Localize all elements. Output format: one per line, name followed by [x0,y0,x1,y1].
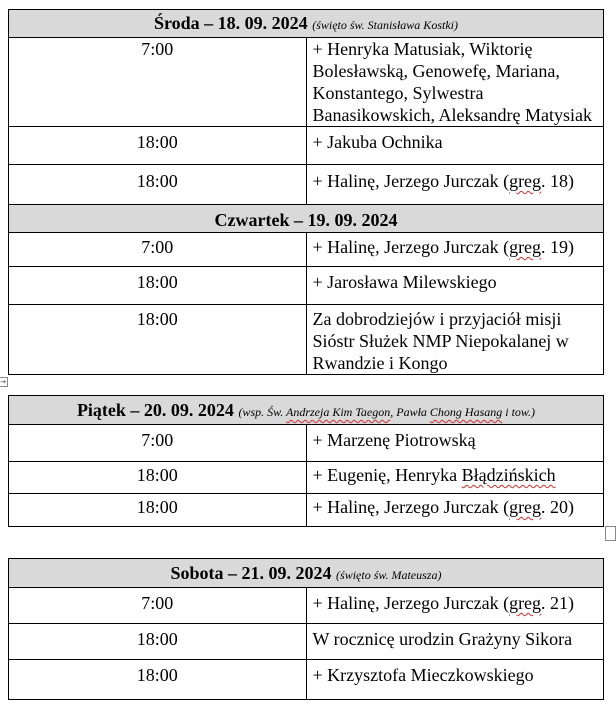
spellcheck-word: greg [509,171,542,191]
mass-time: 18:00 [9,305,307,375]
mass-row [9,127,604,165]
mass-row [9,38,604,127]
mass-time: 18:00 [9,494,307,527]
mass-time: 18:00 [9,624,307,660]
table-resize-handle[interactable] [605,526,616,541]
mass-time: 18:00 [9,165,307,205]
day-header [9,559,604,588]
mass-time: 18:00 [9,127,307,165]
day-note: (wsp. Św. Andrzeja Kim Taegon, Pawła Chong Hasang i tow.) [238,405,536,419]
arrow-marker-icon: → [0,377,8,387]
day-note: (święto św. Stanisława Kostki) [312,18,458,32]
mass-intention: + Henryka Matusiak, Wiktorię Bolesławską, Genowefę, Mariana, Konstantego, Sylwestra Banasikowskich, Aleksandrę Matysiak [306,38,604,127]
mass-time: 7:00 [9,38,307,127]
spellcheck-word: greg [509,593,542,613]
day-header [9,396,604,425]
day-note: (święto św. Mateusza) [336,568,442,582]
schedule-table-wednesday [8,9,604,375]
day-header [9,10,604,38]
mass-intention: + Halinę, Jerzego Jurczak (greg. 21) [306,588,604,624]
spellcheck-word: Błądzińskich [461,465,556,485]
mass-intention: + Eugenię, Henryka Błądzińskich [306,462,604,494]
spellcheck-word: greg [509,497,542,517]
mass-row [9,624,604,660]
mass-row [9,462,604,494]
mass-row [9,588,604,624]
mass-intention: + Halinę, Jerzego Jurczak (greg. 19) [306,233,604,267]
mass-time: 18:00 [9,462,307,494]
mass-row [9,425,604,462]
day-title: Piątek – 20. 09. 2024 [76,400,234,420]
mass-intention: + Marzenę Piotrowską [306,425,604,462]
mass-row [9,305,604,375]
day-header [9,205,604,233]
mass-row [9,267,604,305]
mass-row [9,233,604,267]
mass-intention: W rocznicę urodzin Grażyny Sikora [306,624,604,660]
schedule-table-saturday [8,558,604,700]
mass-intention: + Halinę, Jerzego Jurczak (greg. 20) [306,494,604,527]
day-title: Sobota – 21. 09. 2024 [170,563,332,583]
mass-intention: + Jarosława Milewskiego [306,267,604,305]
mass-time: 7:00 [9,425,307,462]
day-title: Czwartek – 19. 09. 2024 [214,210,398,230]
mass-row [9,660,604,700]
mass-time: 18:00 [9,660,307,700]
mass-time: 18:00 [9,267,307,305]
mass-intention: Za dobrodziejów i przyjaciół misji Sióstr Służek NMP Niepokalanej w Rwandzie i Kongo [306,305,604,375]
mass-intention: + Halinę, Jerzego Jurczak (greg. 18) [306,165,604,205]
spellcheck-word: greg [509,237,542,257]
mass-time: 7:00 [9,588,307,624]
mass-time: 7:00 [9,233,307,267]
mass-row [9,494,604,527]
day-title: Środa – 18. 09. 2024 [154,13,308,33]
mass-intention: + Krzysztofa Mieczkowskiego [306,660,604,700]
mass-row [9,165,604,205]
schedule-table-friday [8,395,604,527]
mass-intention: + Jakuba Ochnika [306,127,604,165]
